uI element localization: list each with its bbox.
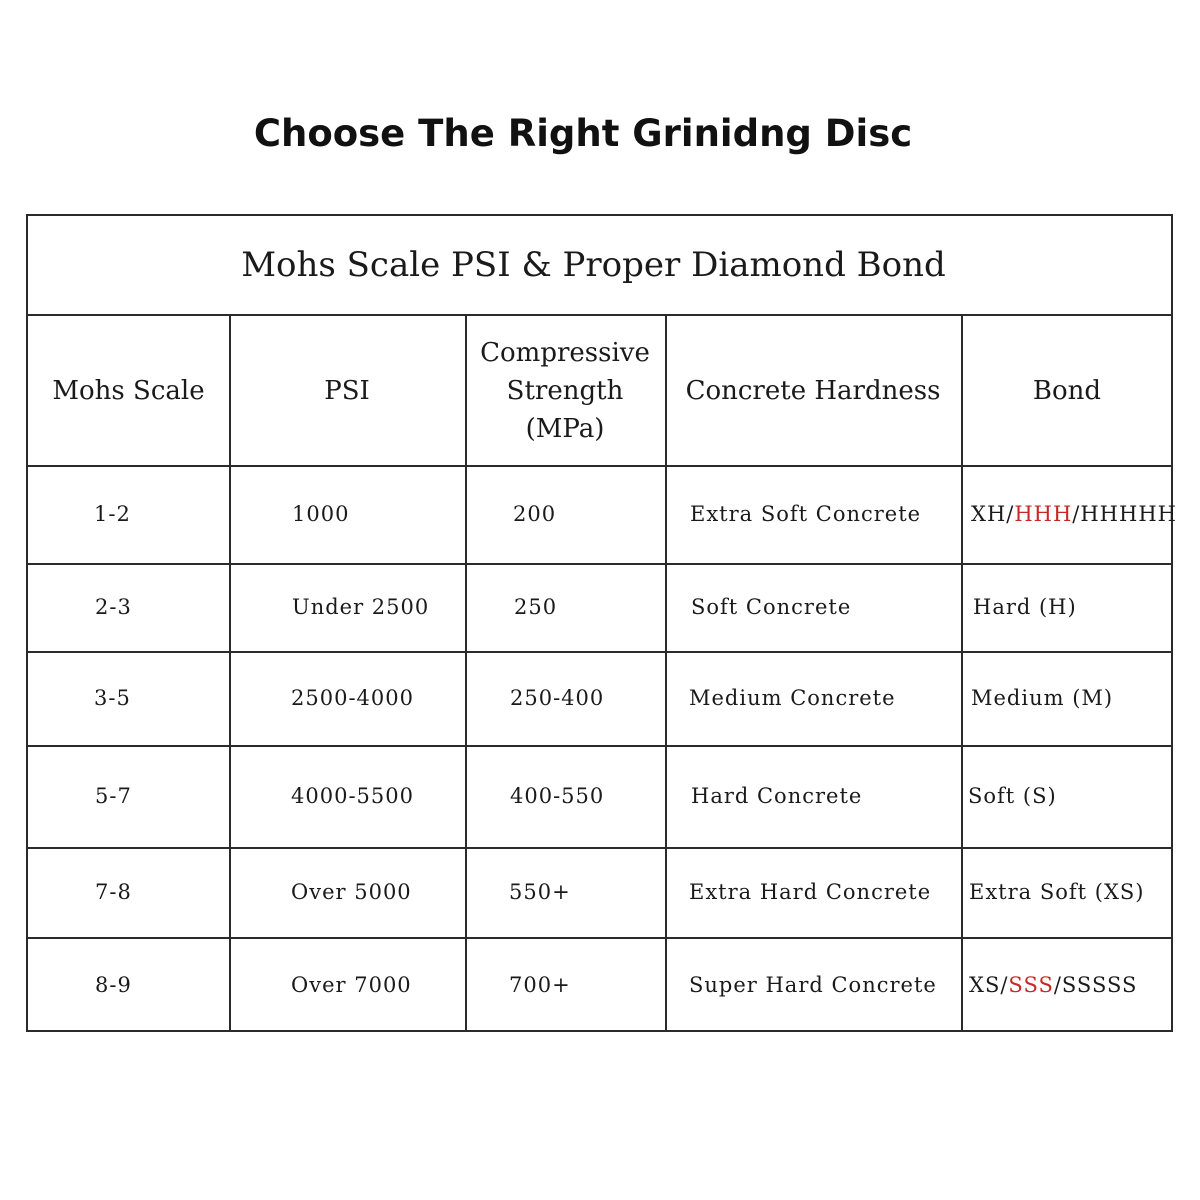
bond-text: /HHHHH <box>1072 502 1177 526</box>
header-label-line: Compressive <box>480 337 650 368</box>
cell-hardness: Hard Concrete <box>691 784 863 808</box>
cell-mpa: 250-400 <box>510 686 605 710</box>
header-label-line: (MPa) <box>525 413 605 444</box>
bond-text: XH/ <box>971 502 1015 526</box>
cell-hardness: Extra Soft Concrete <box>690 502 922 526</box>
cell-mohs: 2-3 <box>95 595 132 619</box>
header-concrete-hardness <box>665 316 961 465</box>
bond-text-highlight: SSS <box>1008 972 1054 997</box>
cell-mohs: 3-5 <box>94 686 131 710</box>
cell-mohs: 5-7 <box>95 784 132 808</box>
cell-psi: Over 5000 <box>291 880 412 904</box>
bond-text: Hard (H) <box>973 595 1077 619</box>
cell-psi: Over 7000 <box>291 972 412 997</box>
cell-mpa: 700+ <box>509 972 571 997</box>
cell-hardness: Medium Concrete <box>689 686 896 710</box>
cell-bond <box>969 847 1144 937</box>
bond-text: Soft (S) <box>968 784 1057 808</box>
header-label: Mohs Scale <box>52 375 205 406</box>
header-psi <box>229 316 465 465</box>
header-mohs-scale <box>28 316 229 465</box>
cell-mpa: 400-550 <box>510 784 605 808</box>
cell-psi: 4000-5500 <box>291 784 414 808</box>
cell-mpa: 200 <box>513 502 557 526</box>
header-compressive-strength <box>465 316 665 465</box>
cell-bond <box>973 563 1077 651</box>
table-caption: Mohs Scale PSI & Proper Diamond Bond <box>28 216 1171 316</box>
cell-bond <box>968 745 1057 847</box>
header-label: Bond <box>1032 375 1102 406</box>
header-label: PSI <box>324 375 370 406</box>
cell-mohs: 7-8 <box>95 880 132 904</box>
bond-text: Extra Soft (XS) <box>969 880 1145 904</box>
bond-text: /SSSSS <box>1053 972 1138 997</box>
bond-text-highlight: HHH <box>1014 502 1073 526</box>
cell-hardness: Soft Concrete <box>691 595 852 619</box>
header-bond <box>961 316 1173 465</box>
cell-psi: Under 2500 <box>292 595 430 619</box>
cell-hardness: Super Hard Concrete <box>689 972 937 997</box>
cell-bond <box>971 465 1177 563</box>
bond-text: Medium (M) <box>971 686 1114 710</box>
bond-table <box>26 214 1177 1032</box>
page-title: Choose The Right Grinidng Disc <box>253 112 913 155</box>
bond-text: XS/ <box>969 972 1009 997</box>
cell-bond <box>969 937 1137 1032</box>
cell-mohs: 1-2 <box>94 502 131 526</box>
cell-psi: 1000 <box>292 502 350 526</box>
header-label-line: Strength <box>506 375 624 406</box>
cell-psi: 2500-4000 <box>291 686 414 710</box>
cell-mpa: 550+ <box>509 880 571 904</box>
cell-hardness: Extra Hard Concrete <box>689 880 932 904</box>
cell-mpa: 250 <box>514 595 558 619</box>
header-label: Concrete Hardness <box>685 375 941 406</box>
cell-mohs: 8-9 <box>95 972 132 997</box>
cell-bond <box>971 651 1113 745</box>
